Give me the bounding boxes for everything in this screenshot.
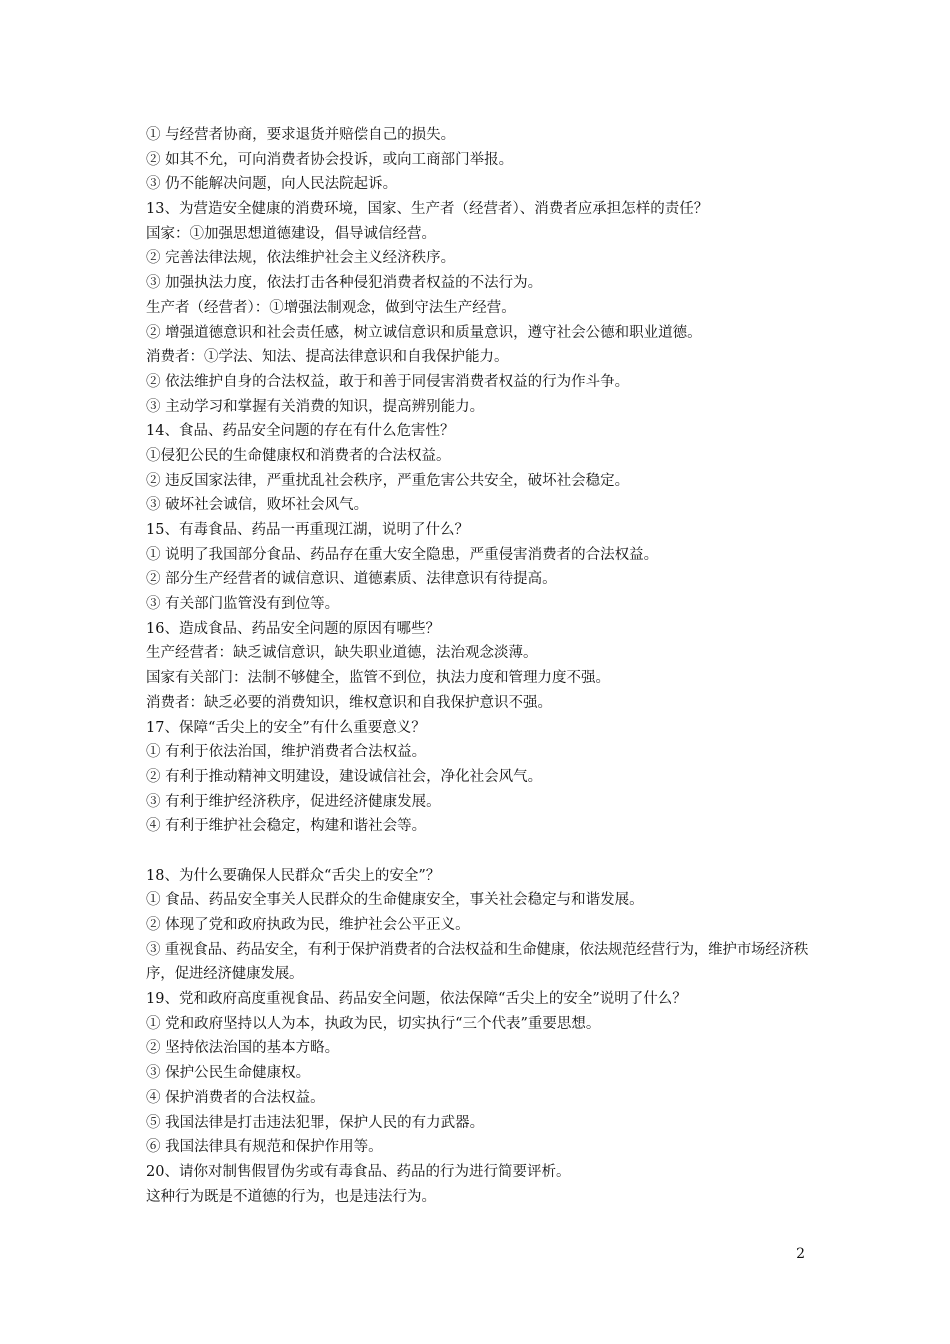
text-line: 国家有关部门：法制不够健全，监管不到位，执法力度和管理力度不强。 [146,670,610,687]
question-heading: 17、保障“舌尖上的安全”有什么重要意义？ [146,719,426,736]
wrapped-paragraph: ③ 重视食品、药品安全，有利于保护消费者的合法权益和生命健康，依法规范经营行为，维护市场经济秩序，促进经济健康发展。 [146,941,809,983]
text-line: 生产者（经营者）：①增强法制观念，做到守法生产经营。 [146,299,516,316]
text-line: ② 依法维护自身的合法权益，敢于和善于同侵害消费者权益的行为作斗争。 [146,373,630,390]
text-line: ① 与经营者协商，要求退货并赔偿自己的损失。 [146,127,456,143]
text-line: ③ 主动学习和掌握有关消费的知识，提高辨别能力。 [146,398,485,415]
text-line: ② 完善法律法规，依法维护社会主义经济秩序。 [146,250,456,267]
question-heading: 13、为营造安全健康的消费环境，国家、生产者（经营者）、消费者应承担怎样的责任？ [146,201,709,218]
question-heading: 15、有毒食品、药品一再重现江湖，说明了什么？ [146,522,469,538]
text-line: ⑤ 我国法律是打击违法犯罪，保护人民的有力武器。 [146,1114,485,1131]
text-line: ① 有利于依法治国，维护消费者合法权益。 [146,744,427,761]
question-heading: 14、食品、药品安全问题的存在有什么危害性？ [146,423,455,440]
text-line: ⑥ 我国法律具有规范和保护作用等。 [146,1139,383,1156]
text-line: ③ 有利于维护经济秩序，促进经济健康发展。 [146,793,441,810]
text-line: ④ 有利于维护社会稳定，构建和谐社会等。 [146,818,427,835]
question-heading: 18、为什么要确保人民群众“舌尖上的安全”？ [146,867,441,884]
text-line: 消费者：缺乏必要的消费知识，维权意识和自我保护意识不强。 [146,694,552,711]
blank-line [146,839,811,864]
text-line: ① 党和政府坚持以人为本，执政为民，切实执行“三个代表”重要思想。 [146,1015,601,1032]
text-line: ② 体现了党和政府执政为民，维护社会公平正义。 [146,917,470,933]
text-line: ④ 保护消费者的合法权益。 [146,1089,325,1106]
text-line: ③ 有关部门监管没有到位等。 [146,596,340,613]
page-body [146,123,811,1209]
text-line: ② 坚持依法治国的基本方略。 [146,1040,340,1057]
text-line: ③ 仍不能解决问题，向人民法院起诉。 [146,176,398,193]
text-line: ③ 保护公民生命健康权。 [146,1065,311,1082]
text-line: ① 说明了我国部分食品、药品存在重大安全隐患，严重侵害消费者的合法权益。 [146,546,659,563]
question-heading: 20、请你对制售假冒伪劣或有毒食品、药品的行为进行简要评析。 [146,1163,571,1180]
text-line: 这种行为既是不道德的行为，也是违法行为。 [146,1188,436,1205]
question-heading: 19、党和政府高度重视食品、药品安全问题，依法保障“舌尖上的安全”说明了什么？ [146,991,687,1008]
text-line: ② 部分生产经营者的诚信意识、道德素质、法律意识有待提高。 [146,571,557,588]
text-line: ① 食品、药品安全事关人民群众的生命健康安全，事关社会稳定与和谐发展。 [146,892,644,909]
text-line: ② 有利于推动精神文明建设，建设诚信社会，净化社会风气。 [146,768,543,785]
page-number: 2 [796,1246,805,1262]
text-line: ② 如其不允，可向消费者协会投诉，或向工商部门举报。 [146,151,514,168]
question-heading: 16、造成食品、药品安全问题的原因有哪些？ [146,620,440,637]
text-line: ② 增强道德意识和社会责任感，树立诚信意识和质量意识，遵守社会公德和职业道德。 [146,324,702,341]
text-line: 生产经营者：缺乏诚信意识，缺失职业道德，法治观念淡薄。 [146,645,538,662]
text-line: 国家：①加强思想道德建设，倡导诚信经营。 [146,225,436,242]
text-line: ③ 破坏社会诚信，败坏社会风气。 [146,497,369,514]
text-line: ② 违反国家法律，严重扰乱社会秩序，严重危害公共安全，破坏社会稳定。 [146,472,630,489]
text-line: 消费者：①学法、知法、提高法律意识和自我保护能力。 [146,349,509,366]
text-line: ③ 加强执法力度，依法打击各种侵犯消费者权益的不法行为。 [146,275,543,292]
text-line: ①侵犯公民的生命健康权和消费者的合法权益。 [146,447,451,464]
